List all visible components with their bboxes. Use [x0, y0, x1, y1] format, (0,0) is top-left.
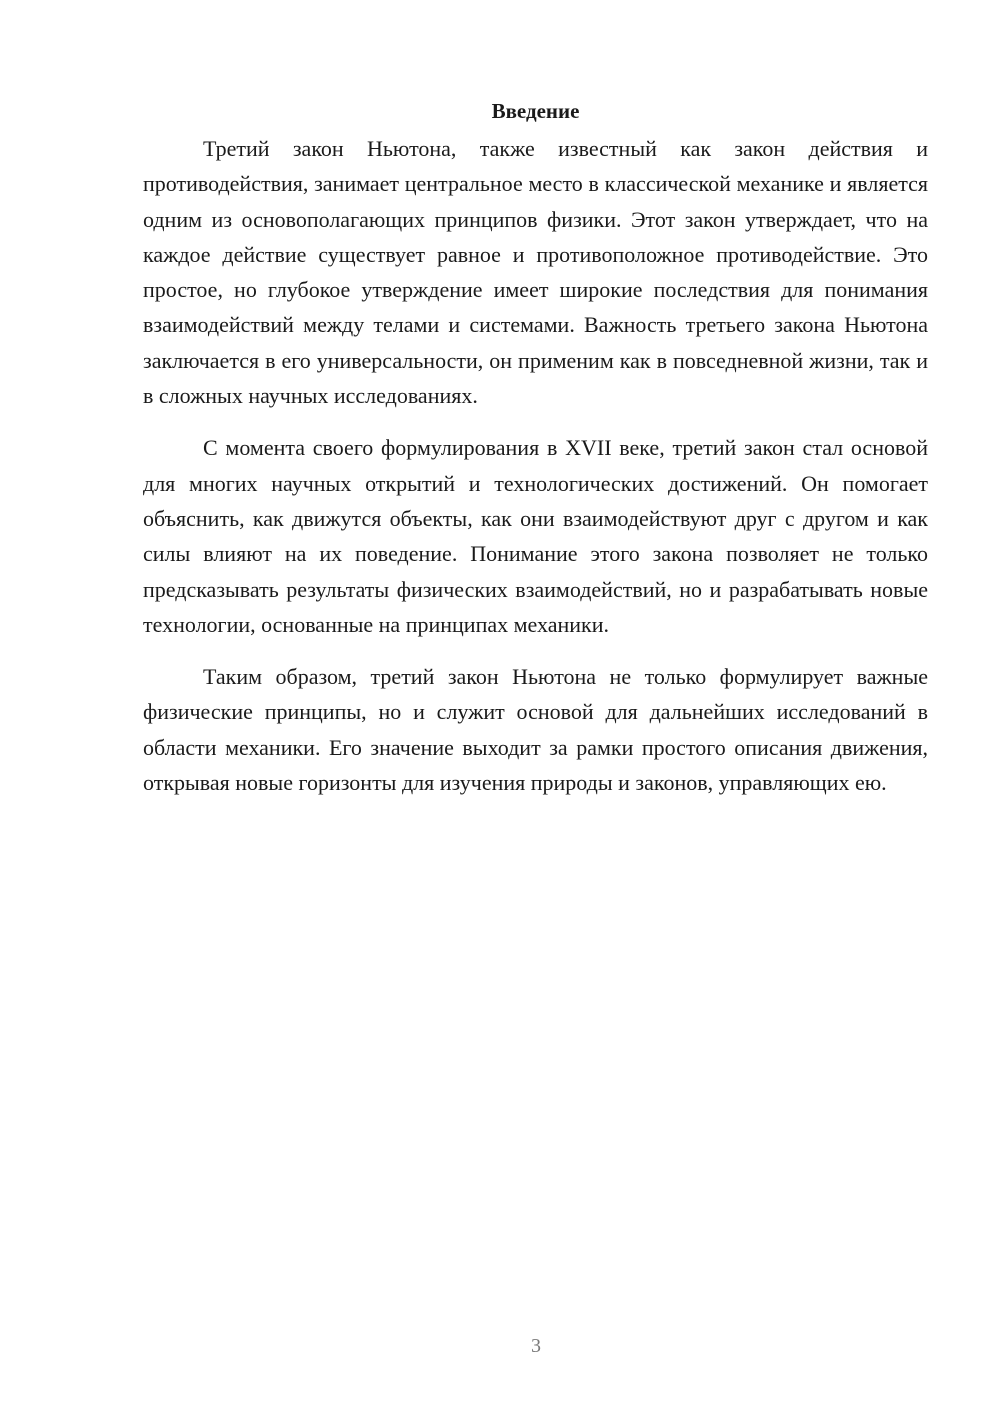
section-heading: Введение — [491, 99, 580, 123]
document-page — [143, 96, 928, 817]
paragraph-3: Таким образом, третий закон Ньютона не только формулирует важные физические принципы, но и служит основой для дальнейших исследований в области механики. Его значение выходит за рамки простого описания движения, открывая новые горизонты для изучения природы и законов, управляющих ею. — [143, 664, 928, 796]
paragraph-1: Третий закон Ньютона, также известный как закон действия и противодействия, занимает центральное место в классической механике и является одним из основополагающих принципов физики. Этот закон утверждает, что на каждое действие существует равное и противоположное противодействие. Это простое, но глубокое утверждение имеет широкие последствия для понимания взаимодействий между телами и системами. Важность третьего закона Ньютона заключается в его универсальности, он применим как в повседневной жизни, так и в сложных научных исследованиях. — [143, 136, 928, 409]
paragraph-2: С момента своего формулирования в XVII веке, третий закон стал основой для многих научных открытий и технологических достижений. Он помогает объяснить, как движутся объекты, как они взаимодействуют друг с другом и как силы влияют на их поведение. Понимание этого закона позволяет не только предсказывать результаты физических взаимодействий, но и разрабатывать новые технологии, основанные на принципах механики. — [143, 435, 928, 637]
page-number: 3 — [531, 1335, 541, 1357]
